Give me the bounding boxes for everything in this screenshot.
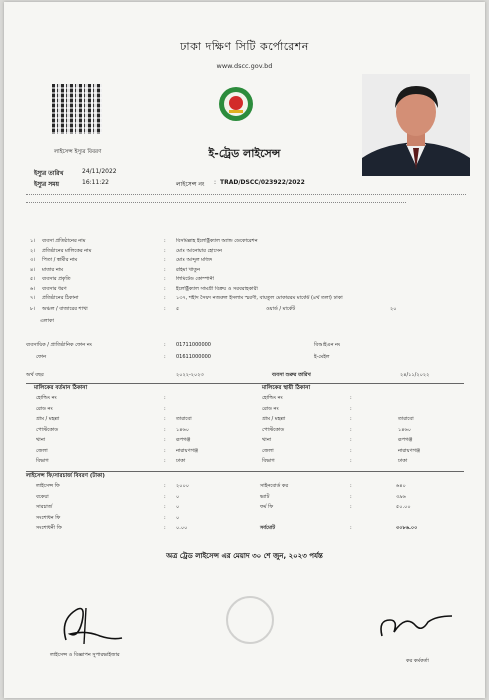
address-colon: : <box>350 416 352 422</box>
address-value: তারাবো <box>398 416 414 422</box>
ward-value: ২০ <box>390 305 397 312</box>
address-colon: : <box>350 458 352 464</box>
address-value: ঢাকা <box>398 458 408 464</box>
address-value: তারাবো <box>176 416 192 422</box>
row-value: বিসমিল্লাহ ইলেক্ট্রিক্যাল অ্যান্ড ডেকোরেশন <box>176 238 258 244</box>
address-label: হোল্ডিং নং <box>36 395 57 401</box>
address-colon: : <box>350 437 352 443</box>
row-value: ৫ <box>176 306 180 312</box>
divider <box>26 471 464 472</box>
row-label: ব্যবসা প্রতিষ্ঠানের নাম <box>42 238 86 244</box>
legal-text <box>26 191 466 205</box>
row-value: মোঃ আনোয়ার হোসেন <box>176 247 222 254</box>
fee-value: ০ <box>176 493 180 500</box>
tin-label: বিআইএন নং <box>314 342 341 348</box>
address-label: গ্রাম / মহল্লা <box>36 416 60 422</box>
row-label: প্রতিষ্ঠানের ঠিকানা <box>42 295 79 301</box>
row-value: মোঃ আব্দুল মজিদ <box>176 257 213 263</box>
address-colon: : <box>164 416 166 422</box>
supervisor-label: লাইসেন্স ও বিজ্ঞাপন সুপারভাইজার <box>50 652 120 658</box>
start-date-value: ২৪/১১/২০২২ <box>400 372 430 378</box>
license-document <box>4 2 485 698</box>
address-label: হোল্ডিং নং <box>262 395 283 401</box>
fee-colon: : <box>350 504 352 510</box>
fiscal-year-value: ২০২২-২০২৩ <box>176 372 204 378</box>
row-label: ব্যবসার ধরণ <box>42 285 67 292</box>
fee-colon: : <box>164 514 166 521</box>
divider <box>254 383 464 384</box>
fees-title: লাইসেন্স ফি/সারচার্জ বিবরণ (টাকা) <box>26 473 105 479</box>
address-value: নারায়ণগঞ্জ <box>176 447 199 454</box>
fee-label: সারচার্জ <box>36 504 53 510</box>
row-colon: : <box>164 238 166 244</box>
row-number: ৮। <box>30 306 36 312</box>
area-label: এলাকা <box>40 317 54 324</box>
address-value: রূপগঞ্জ <box>398 437 413 443</box>
address-label: গ্রাম / মহল্লা <box>262 416 286 422</box>
address-label: জেলা <box>36 447 48 454</box>
tax-officer-label: কর কর্মকর্তা <box>406 658 429 664</box>
address-label: থানা <box>262 437 272 443</box>
address-value: নারায়ণগঞ্জ <box>398 447 421 454</box>
fee-label: সর্বমোট <box>260 525 276 531</box>
fee-value: ৬৪০ <box>396 483 406 489</box>
address-value: রূপগঞ্জ <box>176 437 191 443</box>
license-no-value: TRAD/DSCC/023922/2022 <box>220 179 305 186</box>
mobile-label: ফোন <box>36 354 47 360</box>
fee-colon: : <box>350 525 352 531</box>
dscc-logo-icon <box>218 86 254 122</box>
address-label: রোড নং <box>36 405 53 412</box>
organization-name: ঢাকা দক্ষিণ সিটি কর্পোরেশন <box>180 40 309 53</box>
start-date-label: ব্যবসা শুরুর তারিখ <box>272 372 311 378</box>
address-colon: : <box>164 395 166 401</box>
fee-label: বকেয়া <box>36 493 49 500</box>
issue-section-label: লাইসেন্স ইস্যুর বিবরণ <box>54 149 102 155</box>
ward-label: ওয়ার্ড / মার্কেট <box>266 305 296 312</box>
fee-value: ৫০.০০ <box>396 504 411 510</box>
issue-time-value: 16:11:22 <box>82 179 109 186</box>
fee-label: সংশোধনী ফি <box>36 525 62 531</box>
fee-value: ০ <box>176 504 180 510</box>
license-no-separator: : <box>214 179 217 186</box>
row-number: ৩। <box>30 257 36 263</box>
row-label: প্রতিষ্ঠানের মালিকের নাম <box>42 247 92 254</box>
license-no-label: লাইসেন্স নং <box>176 181 205 188</box>
address-colon: : <box>164 405 166 412</box>
address-colon: : <box>350 426 352 433</box>
qr-code <box>52 84 102 134</box>
address-value: ১৪৬০ <box>398 426 411 433</box>
tax-officer-signature <box>376 606 456 642</box>
phone-colon: : <box>164 342 166 348</box>
website[interactable]: www.dscc.gov.bd <box>216 62 273 70</box>
supervisor-signature <box>56 600 126 646</box>
row-colon: : <box>164 276 166 282</box>
row-colon: : <box>164 247 166 254</box>
row-value: রহিমা খাতুন <box>176 266 201 273</box>
fee-value: ৩০৮৬.০০ <box>396 525 418 531</box>
address-label: রোড নং <box>262 405 279 412</box>
fee-colon: : <box>164 525 166 531</box>
fee-value: ০.০০ <box>176 525 188 531</box>
address-label: পোস্টকোড <box>262 426 285 433</box>
address-label: জেলা <box>262 447 274 454</box>
phone-label: ব্যবসায়িক / প্রাতিষ্ঠানিক ফোন নং <box>26 342 92 348</box>
fee-label: ভ্যাট <box>260 493 270 500</box>
row-label: পিতা / স্বামীর নাম <box>42 257 78 263</box>
address-colon: : <box>164 458 166 464</box>
row-number: ২। <box>30 247 36 254</box>
mobile-value: 01611000000 <box>176 354 211 360</box>
address-colon: : <box>164 426 166 433</box>
fiscal-year-label: অর্থ বছর <box>26 372 44 378</box>
address-colon: : <box>350 405 352 412</box>
email-label: ই-মেইল <box>314 354 330 360</box>
fee-value: ০ <box>176 514 180 521</box>
row-colon: : <box>164 266 166 273</box>
address-colon: : <box>164 437 166 443</box>
address-colon: : <box>164 447 166 454</box>
document-title: ই-ট্রেড লাইসেন্স <box>208 147 281 160</box>
row-label: অঞ্চল / বাজারের শাখা <box>42 306 88 312</box>
row-colon: : <box>164 295 166 301</box>
row-colon: : <box>164 257 166 263</box>
row-value: ১৩৭, শহীদ সৈয়দ নজরুল ইসলাম স্মরণী, বায়তুল মোকাররম মার্কেট (৪র্থ তলা) ঢাকা <box>176 295 343 301</box>
address-value: ঢাকা <box>176 458 186 464</box>
address-colon: : <box>350 395 352 401</box>
row-label: মাতার নাম <box>42 266 63 273</box>
divider <box>26 383 262 384</box>
address-value: ১৪৬০ <box>176 426 189 433</box>
issue-date-value: 24/11/2022 <box>82 168 117 175</box>
fee-colon: : <box>164 493 166 500</box>
row-number: ৭। <box>30 295 36 301</box>
issue-time-label: ইস্যুর সময় <box>34 181 60 188</box>
current-address-title: মালিকের বর্তমান ঠিকানা <box>34 385 88 391</box>
fee-label: সাইনবোর্ড কর <box>260 483 289 489</box>
address-colon: : <box>350 447 352 454</box>
row-number: ১। <box>30 238 36 244</box>
address-label: বিভাগ <box>262 458 275 464</box>
fee-colon: : <box>350 493 352 500</box>
fee-colon: : <box>350 483 352 489</box>
official-seal <box>226 596 274 644</box>
address-label: বিভাগ <box>36 458 49 464</box>
fee-value: ২০০০ <box>176 483 190 489</box>
row-number: ৪। <box>30 266 36 273</box>
row-value: লিমিটেড কোম্পানী <box>176 276 215 282</box>
permanent-address-title: মালিকের স্থায়ী ঠিকানা <box>262 385 311 391</box>
address-label: পোস্টকোড <box>36 426 59 433</box>
fee-colon: : <box>164 504 166 510</box>
phone-value: 01711000000 <box>176 342 211 348</box>
validity-note: অত্র ট্রেড লাইসেন্স এর মেয়াদ ৩০ শে জুন, ২০২৩ পর্যন্ত <box>166 552 323 560</box>
fee-value: ৩৯৬ <box>396 493 406 500</box>
fee-label: লাইসেন্স ফি <box>36 483 60 489</box>
row-value: ইলেক্ট্রিক্যাল সামগ্রী বিক্রয় ও সরবরাহকারী <box>176 285 258 292</box>
address-label: থানা <box>36 437 46 443</box>
fee-label: ফর্ম ফি <box>260 504 274 510</box>
fee-label: সংশোধন ফি <box>36 514 61 521</box>
fee-colon: : <box>164 483 166 489</box>
row-label: ব্যবসার প্রকৃতি <box>42 276 71 282</box>
mobile-colon: : <box>164 354 166 360</box>
issue-date-label: ইস্যুর তারিখ <box>34 170 64 177</box>
row-number: ৬। <box>30 285 36 292</box>
row-colon: : <box>164 306 166 312</box>
row-colon: : <box>164 285 166 292</box>
row-number: ৫। <box>30 276 36 282</box>
